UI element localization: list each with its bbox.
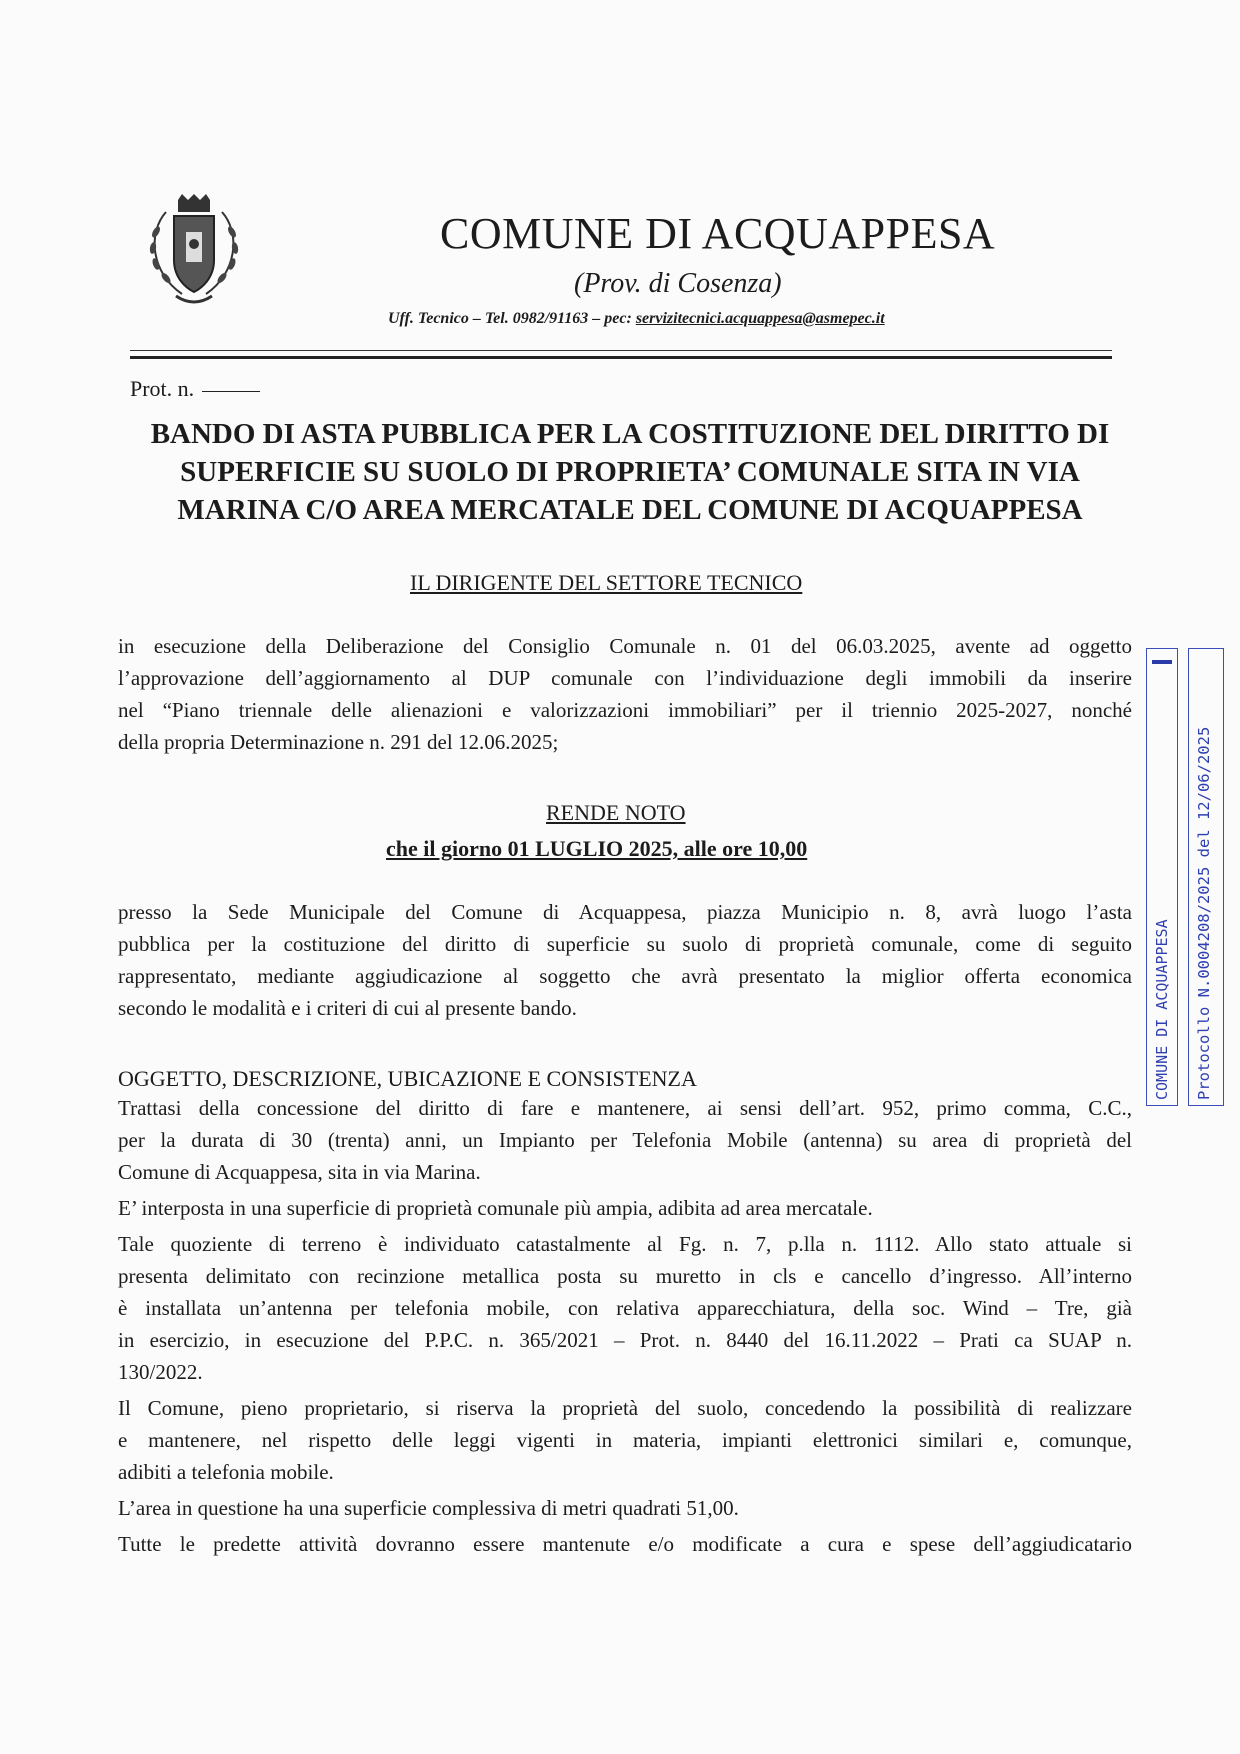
preamble-line: in esecuzione della Deliberazione del Consiglio Comunale n. 01 del 06.03.2025, avente ad oggetto [118,634,1132,658]
auction-line: presso la Sede Municipale del Comune di Acquappesa, piazza Municipio n. 8, avrà luogo l’asta [118,900,1132,924]
preamble-line: l’approvazione dell’aggiornamento al DUP comunale con l’individuazione degli immobili da inserire [118,666,1132,690]
body-line: è installata un’antenna per telefonia mobile, con relativa apparecchiatura, della soc. Wind – Tre, già [118,1296,1132,1320]
header-divider-thick [130,356,1112,359]
office-contact-text: Uff. Tecnico – Tel. 0982/91163 – pec: [388,310,636,327]
auction-line: pubblica per la costituzione del diritto di superficie su suolo di proprietà comunale, come di seguito [118,932,1132,956]
title-line: SUPERFICIE SU SUOLO DI PROPRIETA’ COMUNALE SITA IN VIA [180,456,1080,488]
body-line: Tale quoziente di terreno è individuato catastalmente al Fg. n. 7, p.lla n. 1112. Allo stato attuale si [118,1232,1132,1256]
body-line: E’ interposta in una superficie di proprietà comunale più ampia, adibita ad area mercatale. [118,1196,873,1220]
auction-date: che il giorno 01 LUGLIO 2025, alle ore 10,00 [386,836,808,861]
title-line: BANDO DI ASTA PUBBLICA PER LA COSTITUZIONE DEL DIRITTO DI [150,418,1110,450]
preamble-line: della propria Determinazione n. 291 del 12.06.2025; [118,730,559,754]
body-line: adibiti a telefonia mobile. [118,1460,334,1484]
protocol-stamp-mark [1152,660,1172,664]
protocol-label: Prot. n. [130,376,195,401]
preamble-line: nel “Piano triennale delle alienazioni e valorizzazioni immobiliari” per il triennio 2025-2027, nonché [118,698,1132,722]
body-line: per la durata di 30 (trenta) anni, un Impianto per Telefonia Mobile (antenna) su area di proprietà del [118,1128,1132,1152]
body-line: in esercizio, in esecuzione del P.P.C. n. 365/2021 – Prot. n. 8440 del 16.11.2022 – Prati ca SUAP n. [118,1328,1132,1352]
title-line: MARINA C/O AREA MERCATALE DEL COMUNE DI ACQUAPPESA [177,494,1083,526]
municipality-name: COMUNE DI ACQUAPPESA [440,209,996,258]
protocol-stamp-number: Protocollo N.0004208/2025 del 12/06/2025 [1195,726,1213,1100]
body-line: Il Comune, pieno proprietario, si riserva la proprietà del suolo, concedendo la possibilità di realizzare [118,1396,1132,1420]
pec-email-link[interactable]: servizitecnici.acquappesa@asmepec.it [635,310,885,327]
issuer-heading: IL DIRIGENTE DEL SETTORE TECNICO [410,570,803,595]
office-contact [388,310,885,328]
protocol-blank [202,391,260,392]
province-label: (Prov. di Cosenza) [574,268,782,299]
body-line: Trattasi della concessione del diritto di fare e mantenere, ai sensi dell’art. 952, primo comma, C.C., [118,1096,1132,1120]
rende-noto-heading: RENDE NOTO [546,800,686,825]
body-line: Tutte le predette attività dovranno essere mantenute e/o modificate a cura e spese dell’aggiudicatario [118,1532,1132,1556]
body-line: L’area in questione ha una superficie complessiva di metri quadrati 51,00. [118,1496,739,1520]
section-heading: OGGETTO, DESCRIZIONE, UBICAZIONE E CONSISTENZA [118,1066,697,1091]
protocol-number-field [130,376,260,402]
body-line: presenta delimitato con recinzione metallica posta su muretto in cls e cancello d’ingresso. All’interno [118,1264,1132,1288]
municipal-crest-icon [142,192,246,306]
body-line: Comune di Acquappesa, sita in via Marina. [118,1160,481,1184]
body-line: e mantenere, nel rispetto delle leggi vigenti in materia, impianti elettronici similari e, comunque, [118,1428,1132,1452]
header-divider-thin [130,350,1112,351]
auction-line: rappresentato, mediante aggiudicazione al soggetto che avrà presentato la miglior offerta economica [118,964,1132,988]
auction-line: secondo le modalità e i criteri di cui al presente bando. [118,996,577,1020]
notice-title [150,415,1110,529]
body-line: 130/2022. [118,1360,203,1384]
protocol-stamp-entity: COMUNE DI ACQUAPPESA [1153,919,1171,1100]
